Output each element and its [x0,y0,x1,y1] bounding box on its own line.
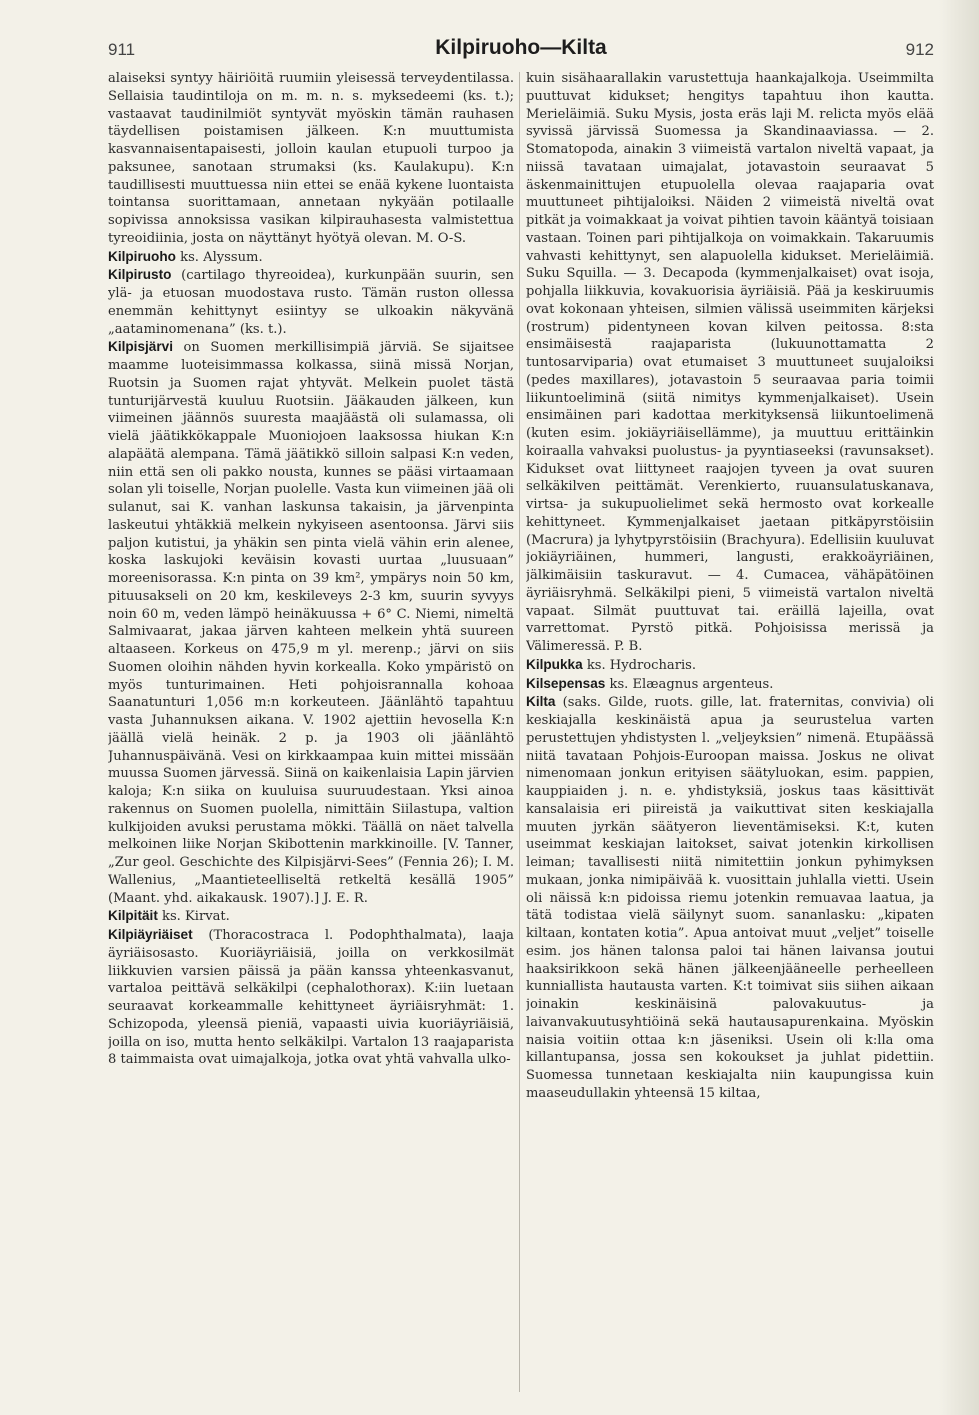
entry-body: (Thoracostraca l. Podophthalmata), laaja äyriäisosasto. Kuoriäyriäisiä, joilla on verkkosilmät liikkuvien varsien päissä ja pään kanssa yhteenkasvanut, vartaloa peittävä selkäkilpi (cephalothorax). K:iin luetaan seuraavat korkeammalle kehittyneet äyriäisryhmät: 1. Schizopoda, yleensä pieniä, vapaasti uivia kuoriäyriäisiä, joilla on iso, mutta hento selkäkilpi. Vartalon 13 raajaparista 8 taimmaista ovat uimajalkoja, jotka ovat yhtä vahvalla ulko- [108,928,514,1068]
running-title: Kilpiruoho—Kilta [435,36,607,59]
page-number-left: 911 [108,40,136,59]
entry-headword: Kilpitäit [108,908,158,924]
entry-headword: Kilsepensas [526,675,606,691]
entry-kilsepensas [526,675,934,694]
entry-headword: Kilpukka [526,656,583,672]
page-number-right: 912 [905,40,934,59]
left-column [108,70,514,1400]
entry-body: (saks. Gilde, ruots. gille, lat. fraternitas, convivia) oli keskiajalla keskinäistä apua ja seurustelua varten perustettujen yhdistysten l. „veljeyksien” nimenä. Etupäässä niitä tavataan Pohjois-Euroopan maissa. Joskus ne olivat nimenomaan jonkun erityisen säätyluokan, esim. pappien, kauppiaiden j. n. e. yhdistyksiä, joskus taas käsittivät kansalaisia eri piireistä ja vaikuttivat siten keskiajalla muuten jyrkän säätyeron lieventämiseksi. K:t, kuten useimmat keskiajan laitokset, saivat jotenkin kirkollisen leiman; tavallisesti niitä nimitettiin jonkun pyhimyksen mukaan, jonka nimipäivää k. vuosittain juhlalla vietti. Usein oli näissä k:n pidoissa riemu jotenkin remuavaa laatua, ja tätä todistaa vielä säilynyt suom. sananlasku: „kipaten kiltaan, kontaten kotia”. Apua antoivat muut „veljet” toiselle esim. jos hänen talonsa paloi tai hänen laivansa joutui haaksirikkoon sekä hänen jälkeenjääneelle perheelleen kunniallista hautausta varten. K:t toimivat siis siihen aikaan joinakin keskinäisinä palovakuutus- ja laivanvakuutusyhtiöinä sekä hautausapurenkaina. Myöskin naisia voitiin ottaa k:n jäseniksi. Usein oli k:lla oma killantupansa, jossa sen kokoukset ja juhlat pidettiin. Suomessa tunnetaan keskiajalta niin kaupungissa kuin maaseudullakin yhteensä 15 kiltaa, [526,695,934,1101]
entry-body: ks. Elæagnus argenteus. [605,676,774,692]
entry-kilta [526,693,934,1102]
entry-headword: Kilpisjärvi [108,339,173,355]
entry-kilpiayriaiset [108,926,514,1069]
column-divider [519,72,520,1392]
entry-body: (cartilago thyreoidea), kurkunpään suurin, sen ylä- ja etuosan muodostava rusto. Tämän ruston ollessa enemmän kehittynyt esiintyy se ulkoakin näkyvänä „aataminomenana” (ks. t.). [108,268,514,337]
entry-body: on Suomen merkillisimpiä järviä. Se sijaitsee maamme luoteisimmassa kolkassa, siinä missä Norjan, Ruotsin ja Suomen rajat yhtyvät. Melkein puolet tästä tunturijärvestä kuuluu Ruotsiin. Jääkauden jälkeen, kun viimeinen jäännös suuresta maajäästä oli sulamassa, oli vielä jäätikkökappale Muoniojoen laaksossa hiukan K:n alapäätä alempana. Tämä jäätikkö silloin salpasi K:n veden, niin että sen oli pakko nousta, kunnes se pääsi virtaamaan solan yli toiselle, Norjan puolelle. Vasta kun viimeinen jää oli sulanut, sai K. vanhan laskunsa takaisin, ja järvenpinta laskeutui yhtäkkiä melkein nykyiseen asentoonsa. Järvi siis paljon kutistui, ja yhäkin sen pinta vielä vähin erin alenee, koska laskujoki keväisin kovasti uurtaa „luusuaan” moreenisorassa. K:n pinta on 39 km², ympärys noin 50 km, pituusakseli on 20 km, keskileveys 2-3 km, suurin syvyys noin 60 m, veden lämpö heinäkuussa + 6° C. Niemi, nimeltä Salmivaarat, jakaa järven kahteen melkein yhtä suureen altaaseen. Korkeus on 475,9 m yl. merenp.; järvi on siis Suomen oloihin nähden hyvin korkealla. Koko ympäristö on myös tunturimainen. Heti pohjoisrannalla kohoaa Saanatunturi 1,056 m:n korkeuteen. Jäänlähtö tapahtuu vasta Juhannuksen aikana. V. 1902 ajettiin hevosella K:n jäällä vielä heinäk. 2 p. ja 1903 oli jäänlähtö Juhannuspäivänä. Vesi on kirkkaampaa kuin mittei missään muussa Suomen järvessä. Siinä on kaikenlaisia Lapin järvien kaloja; K:n siika on kuuluisa suuruudestaan. Yksi ainoa rakennus on Suomen puolella, nimittäin Siilastupa, valtion kulkijoiden avuksi perustama mökki. Täällä on näet talvella melkoinen liike Norjan Skibottenin markkinoille. [V. Tanner, „Zur geol. Geschichte des Kilpisjärvi-Sees” (Fennia 26); I. M. Wallenius, „Maantieteelliseltä retkeltä kesällä 1905” (Maant. yhd. aikakausk. 1907).] J. E. R. [108,340,514,906]
entry-headword: Kilpiäyriäiset [108,927,193,942]
entry-continuation [108,70,514,248]
entry-body: kuin sisähaarallakin varustettuja haankajalkoja. Useimmilta puuttuvat kidukset; hengitys tapahtuu ihon kautta. Merieläimiä. Suku Mysis, josta eräs laji M. relicta myös elää syvissä järvissä Suomessa ja Skandinaaviassa. — 2. Stomatopoda, ainakin 3 viimeistä vartalon niveltä vapaat, ja niissä tavataan uimajalat, jotavastoin seuraavat 5 äskenmainittujen etupuolella olevaa raajaparia ovat muuttuneet pihtijaloiksi. Näiden 2 viimeistä niveltä ovat pitkät ja voimakkaat ja voivat pihtien tavoin kääntyä toisiaan vastaan. Toinen pari pihtijalkoja on voimakkain. Takaruumis vahvasti kehittynyt, sen alapuolella kidukset. Merieläimiä. Suku Squilla. — 3. Decapoda (kymmenjalkaiset) ovat isoja, pohjalla liikkuvia, kovakuorisia äyriäisiä. Pää ja keskiruumis ovat kokonaan yhteisen, silmien välissä useimmiten kärjeksi (rostrum) pidentyneen kovan kilven peitossa. 8:sta ensimäisestä raajaparista (lukuunottamatta 2 tuntosarviparia) ovat etumaiset 3 muuttuneet suujaloiksi (pedes maxillares), jotavastoin 5 seuraavaa paria toimii liikuntoeliminä (siitä nimitys kymmenjalkaiset). Usein ensimäinen pari kadottaa merkityksensä liikuntoelimenä (kuten esim. jokiäyriäisellämme), ja muuttuu erittäinkin koiraalla vahvaksi puolustus- ja pyyntiaseeksi (ravunsakset). Kidukset ovat liittyneet raajojen tyveen ja ovat suuren selkäkilven peittämät. Verenkierto, ruuansulatuskanava, virtsa- ja sukupuolielimet sekä hermosto ovat korkealle kehittyneet. Kymmenjalkaiset jaetaan pitkäpyrstöisiin (Macrura) ja lyhytpyrstöisiin (Brachyura). Edellisiin kuuluvat jokiäyriäinen, hummeri, langusti, erakkoäyriäinen, jälkimäisiin taskuravut. — 4. Cumacea, vähäpätöinen äyriäisryhmä. Selkäkilpi pieni, 5 viimeistä vartalon niveltä vapaat. Silmät puuttuvat tai. eräillä lajeilla, ovat varrettomat. Pyrstö pitkä. Pohjoisissa merissä ja Välimeressä. P. B. [526,71,934,654]
right-column [526,70,934,1400]
entry-kilpitait [108,907,514,926]
entry-continuation [526,70,934,656]
entry-body: ks. Alyssum. [175,249,263,265]
entry-kilpisjarvi [108,338,514,907]
entry-kilpukka [526,656,934,675]
entry-headword: Kilpirusto [108,267,172,283]
entry-body: ks. Hydrocharis. [582,657,697,673]
page-header [108,36,934,64]
entry-kilpiruoho [108,248,514,267]
entry-body: alaiseksi syntyy häiriöitä ruumiin yleisessä terveydentilassa. Sellaisia taudintiloja on m. m. n. s. myksedeemi (ks. t.); vastaavat taudinilmiöt syntyvät myöskin tämän rauhasen täydellisen poistamisen jälkeen. K:n muuttumista kasvannaisentapaisesti, jolloin kaulan etupuoli turpoo ja paksunee, sanotaan strumaksi (ks. Kaulakupu). K:n taudillisesti muuttuessa niin ettei se enää kykene luontaista tointansa suorittamaan, annetaan nykyään potilaalle sopivissa annoksissa vasikan kilpirauhasesta valmistettua tyreoidiinia, josta on näyttänyt hyötyä olevan. M. O-S. [108,71,514,246]
entry-headword: Kilta [526,694,556,710]
entry-kilpirusto [108,266,514,338]
page-edge-shadow [939,0,979,1415]
entry-headword: Kilpiruoho [108,248,176,264]
entry-body: ks. Kirvat. [157,909,230,925]
